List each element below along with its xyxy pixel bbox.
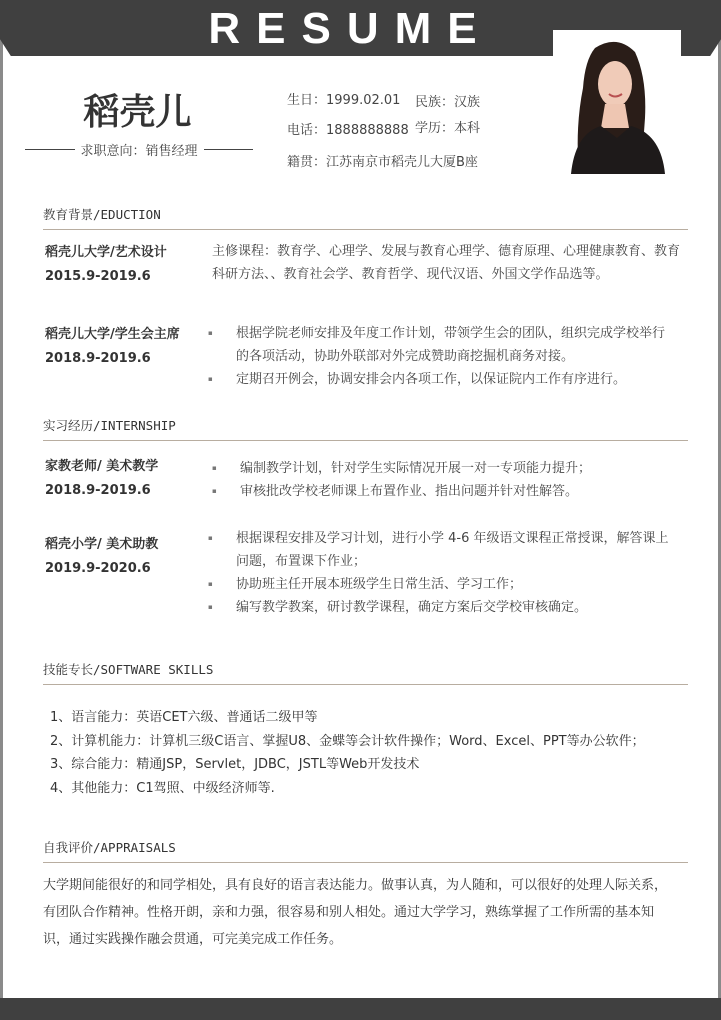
edu-courses: 主修课程：教育学、心理学、发展与教育心理学、德育原理、心理健康教育、教育科研方法、、教育社会学、教育哲学、现代汉语、外国文学作品选等。 (212, 244, 681, 282)
edu-bullets (208, 322, 673, 391)
intern-org: 稻壳小学/ 美术助教 (45, 537, 159, 552)
bullet-item: ▪ 根据课程安排及学习计划，进行小学 4-6 年级语文课程正常授课，解答课上问题，布置课下作业； (208, 527, 673, 573)
profile-photo (553, 30, 681, 176)
skill-item: 3、综合能力：精通JSP，Servlet，JDBC，JSTL等Web开发技术 (50, 757, 420, 772)
section-appraisal-heading: 自我评价/APPRAISALS (43, 838, 688, 863)
phone: 电话：1888888888 (287, 123, 409, 138)
job-intent (25, 140, 253, 159)
appraisal-text: 大学期间能很好的和同学相处，具有良好的语言表达能力。做事认真，为人随和，可以很好的处理人际关系，有团队合作精神。性格开朗，亲和力强，很容易和别人相处。通过大学学习，熟练掌握了工作所需的基本知识，通过实践操作融会贯通，可完美完成工作任务。 (43, 878, 668, 947)
birthday: 生日：1999.02.01 (287, 93, 401, 108)
intern-date: 2019.9-2020.6 (45, 561, 151, 576)
edu-item-2 (45, 323, 180, 371)
education-level: 学历：本科 (415, 121, 481, 136)
footer-bar (0, 998, 721, 1020)
resume-title: RESUME (208, 4, 493, 53)
intern-org: 家教老师/ 美术教学 (45, 459, 159, 474)
section-skills-heading: 技能专长/SOFTWARE SKILLS (43, 660, 688, 685)
hometown: 籍贯：江苏南京市稻壳儿大厦B座 (287, 155, 478, 170)
intern-item-2 (45, 533, 158, 581)
edu-org: 稻壳儿大学/艺术设计 (45, 245, 167, 260)
intern-bullets (212, 457, 672, 503)
skill-item: 1、语言能力：英语CET六级、普通话二级甲等 (50, 710, 318, 725)
section-internship-heading: 实习经历/INTERNSHIP (43, 416, 688, 441)
bullet-item: ▪ 根据学院老师安排及年度工作计划，带领学生会的团队，组织完成学校举行的各项活动，协助外联部对外完成赞助商挖掘机商务对接。 (208, 322, 673, 368)
edu-org: 稻壳儿大学/学生会主席 (45, 327, 180, 342)
intern-date: 2018.9-2019.6 (45, 483, 151, 498)
section-education-heading: 教育背景/EDUCTION (43, 205, 688, 230)
bullet-item: ▪ 编制教学计划，针对学生实际情况开展一对一专项能力提升； (212, 457, 672, 480)
edu-item-1 (45, 241, 167, 289)
candidate-name: 稻壳儿 (83, 92, 192, 133)
edu-date: 2018.9-2019.6 (45, 351, 151, 366)
bullet-item: ▪ 协助班主任开展本班级学生日常生活、学习工作； (208, 573, 673, 596)
intern-item-1 (45, 455, 158, 503)
bullet-item: ▪ 编写教学教案，研讨教学课程，确定方案后交学校审核确定。 (208, 596, 673, 619)
bullet-item: ▪ 定期召开例会，协调安排会内各项工作，以保证院内工作有序进行。 (208, 368, 673, 391)
skill-item: 4、其他能力：C1驾照、中级经济师等. (50, 780, 275, 796)
intern-bullets (208, 527, 673, 619)
skills-list (50, 706, 645, 800)
job-intent-text: 求职意向：销售经理 (80, 144, 198, 159)
ethnicity: 民族：汉族 (415, 95, 481, 110)
skill-item: 2、计算机能力：计算机三级C语言、掌握U8、金蝶等会计软件操作；Word、Excel、PPT等办公软件； (50, 733, 645, 749)
bullet-item: ▪ 审核批改学校老师课上布置作业、指出问题并针对性解答。 (212, 480, 672, 503)
edu-date: 2015.9-2019.6 (45, 269, 151, 284)
